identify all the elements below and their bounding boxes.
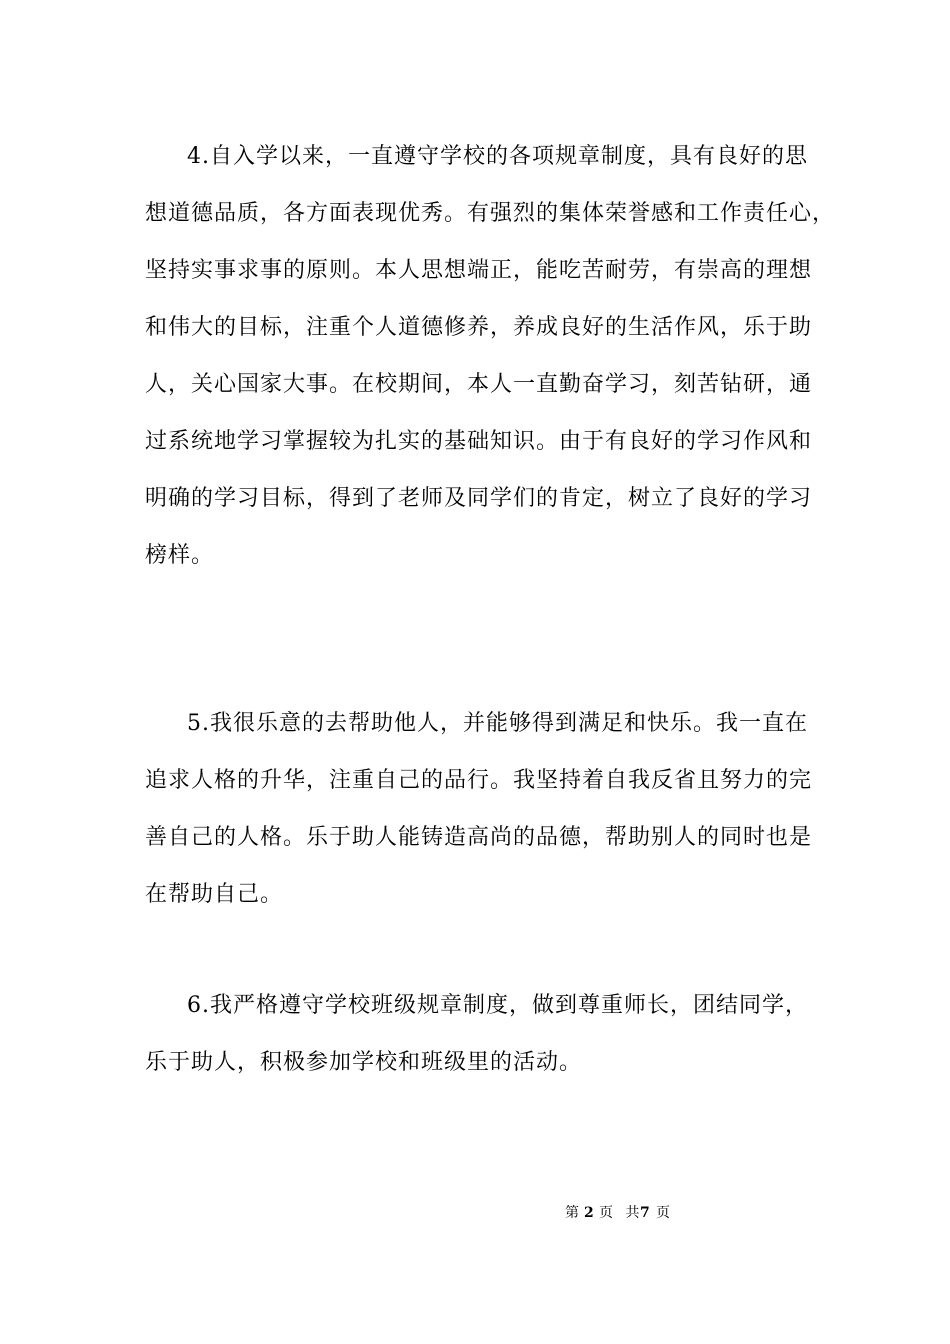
paragraph-5-line-4: 在帮助自己。 xyxy=(145,882,284,907)
paragraph-4-line-8: 榜样。 xyxy=(145,543,215,568)
paragraph-4-line-4: 和伟大的目标，注重个人道德修养，养成良好的生活作风，乐于助 xyxy=(145,315,813,340)
paragraph-6-line-2: 乐于助人，积极参加学校和班级里的活动。 xyxy=(145,1050,583,1075)
footer-middle: 页 共 xyxy=(599,1205,640,1221)
paragraph-4-line-3: 坚持实事求事的原则。本人思想端正，能吃苦耐劳，有崇高的理想 xyxy=(145,258,813,283)
paragraph-4-line-1: 4.自入学以来，一直遵守学校的各项规章制度，具有良好的思 xyxy=(187,144,808,169)
paragraph-4-line-5: 人，关心国家大事。在校期间，本人一直勤奋学习，刻苦钻研，通 xyxy=(145,372,813,397)
paragraph-4-line-2: 想道德品质，各方面表现优秀。有强烈的集体荣誉感和工作责任心， xyxy=(145,201,836,226)
footer-current-page: 2 xyxy=(584,1205,594,1221)
footer-suffix: 页 xyxy=(656,1205,670,1221)
paragraph-4-line-6: 过系统地学习掌握较为扎实的基础知识。由于有良好的学习作风和 xyxy=(145,429,813,454)
paragraph-5-line-3: 善自己的人格。乐于助人能铸造高尚的品德，帮助别人的同时也是 xyxy=(145,825,813,850)
footer-prefix: 第 xyxy=(565,1205,579,1221)
paragraph-5-line-2: 追求人格的升华，注重自己的品行。我坚持着自我反省且努力的完 xyxy=(145,768,813,793)
footer-total-pages: 7 xyxy=(640,1205,650,1221)
paragraph-4-line-7: 明确的学习目标，得到了老师及同学们的肯定，树立了良好的学习 xyxy=(145,486,813,511)
paragraph-5-line-1: 5.我很乐意的去帮助他人，并能够得到满足和快乐。我一直在 xyxy=(187,711,808,736)
paragraph-6-line-1: 6.我严格遵守学校班级规章制度，做到尊重师长，团结同学， xyxy=(187,993,808,1018)
